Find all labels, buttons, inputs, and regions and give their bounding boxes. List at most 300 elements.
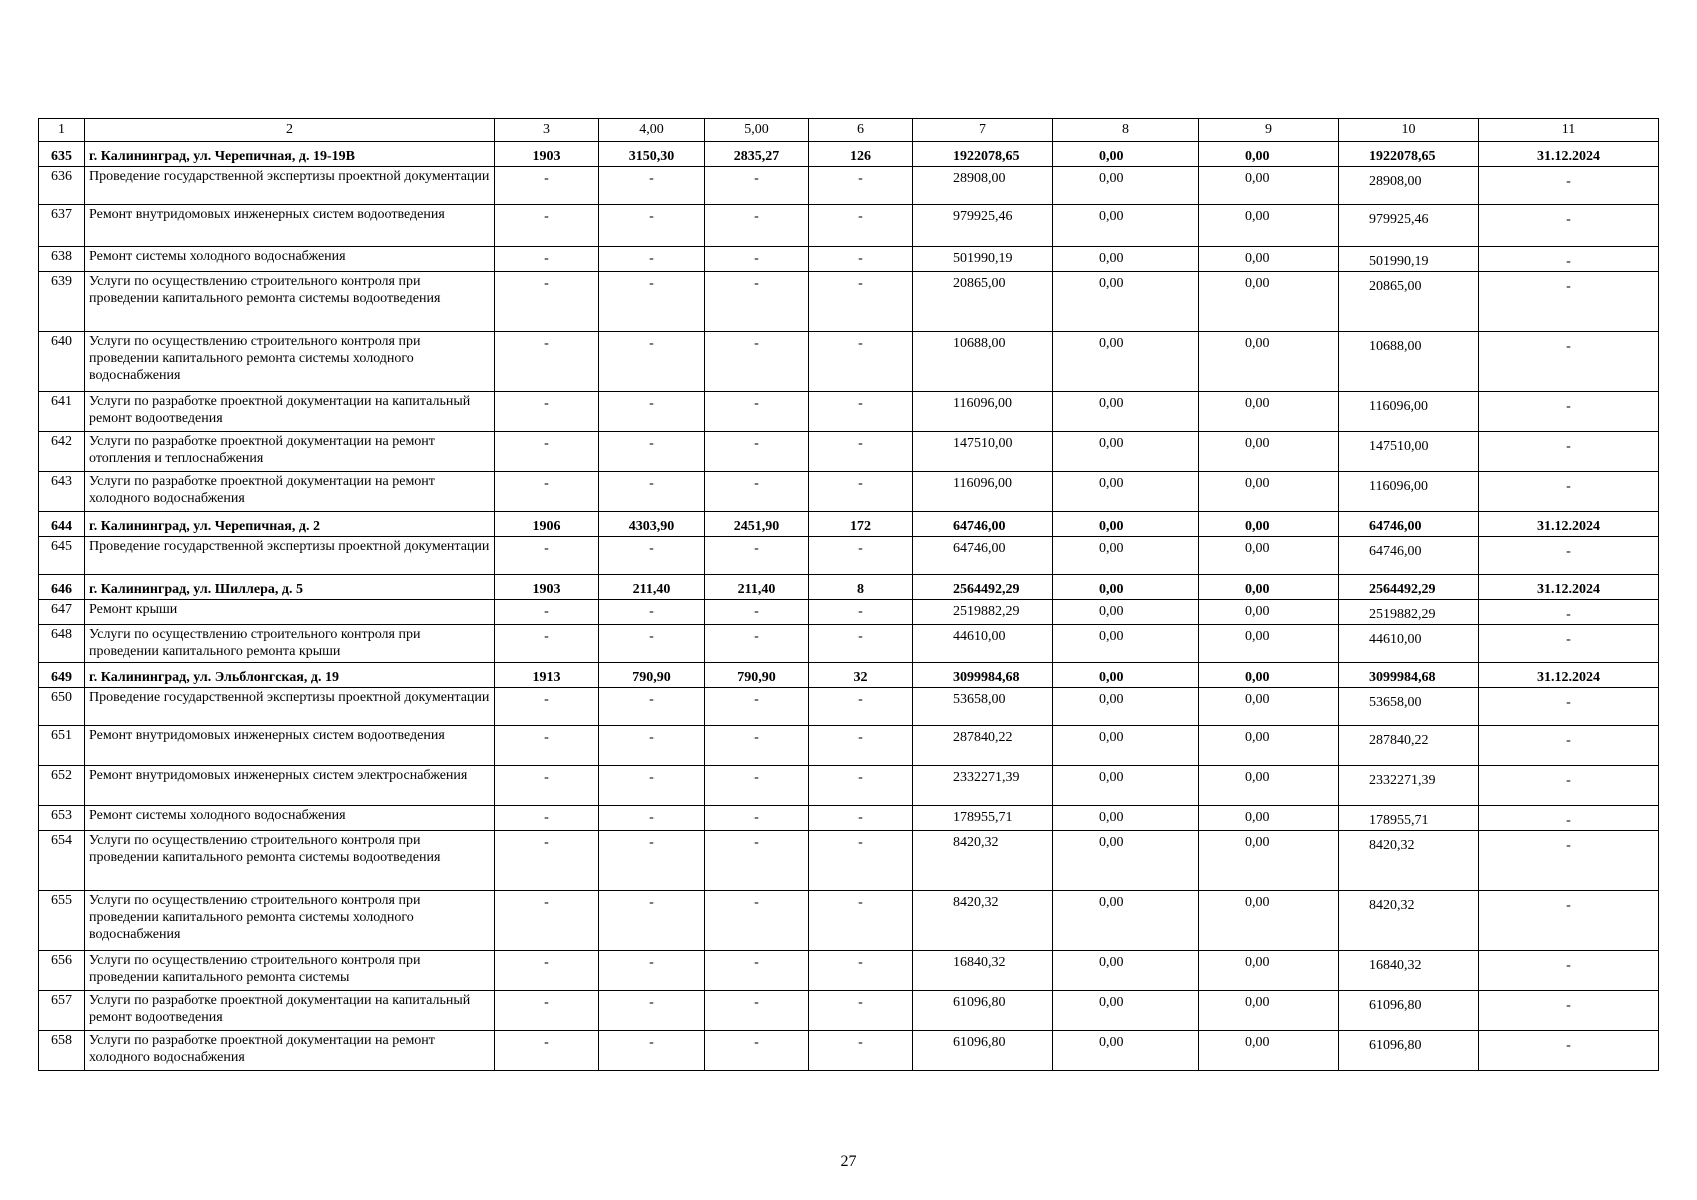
- area-total-cell: -: [599, 806, 705, 831]
- year-cell: -: [495, 392, 599, 432]
- fund-owners-cell: 147510,00: [1339, 432, 1479, 472]
- residents-cell: -: [809, 392, 913, 432]
- fund-regional-cell: 0,00: [1199, 167, 1339, 205]
- area-living-cell: -: [705, 472, 809, 512]
- deadline-cell: -: [1479, 726, 1659, 766]
- fund-owners-cell: 2519882,29: [1339, 600, 1479, 625]
- table-row: [39, 142, 1659, 167]
- fund-regional-cell: 0,00: [1199, 1031, 1339, 1071]
- deadline-cell: -: [1479, 688, 1659, 726]
- year-cell: -: [495, 205, 599, 247]
- description-cell: Проведение государственной экспертизы проектной документации: [85, 688, 495, 726]
- table-row: [39, 688, 1659, 726]
- area-total-cell: -: [599, 167, 705, 205]
- fund-federal-cell: 0,00: [1053, 512, 1199, 537]
- year-cell: -: [495, 167, 599, 205]
- area-living-cell: -: [705, 205, 809, 247]
- deadline-cell: -: [1479, 472, 1659, 512]
- fund-owners-cell: 116096,00: [1339, 392, 1479, 432]
- area-living-cell: 211,40: [705, 575, 809, 600]
- description-cell: Ремонт внутридомовых инженерных систем водоотведения: [85, 205, 495, 247]
- fund-federal-cell: 0,00: [1053, 831, 1199, 891]
- row-number-cell: 655: [39, 891, 85, 951]
- fund-owners-cell: 8420,32: [1339, 891, 1479, 951]
- area-total-cell: -: [599, 991, 705, 1031]
- area-total-cell: -: [599, 472, 705, 512]
- header-cell: 10: [1339, 119, 1479, 142]
- cost-total-cell: 1922078,65: [913, 142, 1053, 167]
- deadline-cell: -: [1479, 247, 1659, 272]
- area-living-cell: -: [705, 432, 809, 472]
- fund-federal-cell: 0,00: [1053, 991, 1199, 1031]
- fund-regional-cell: 0,00: [1199, 766, 1339, 806]
- fund-owners-cell: 178955,71: [1339, 806, 1479, 831]
- area-total-cell: -: [599, 688, 705, 726]
- fund-owners-cell: 44610,00: [1339, 625, 1479, 663]
- fund-regional-cell: 0,00: [1199, 512, 1339, 537]
- fund-federal-cell: 0,00: [1053, 766, 1199, 806]
- description-cell: Проведение государственной экспертизы проектной документации: [85, 537, 495, 575]
- fund-regional-cell: 0,00: [1199, 432, 1339, 472]
- fund-federal-cell: 0,00: [1053, 951, 1199, 991]
- residents-cell: -: [809, 891, 913, 951]
- description-cell: г. Калининград, ул. Черепичная, д. 2: [85, 512, 495, 537]
- fund-federal-cell: 0,00: [1053, 272, 1199, 332]
- header-cell: 7: [913, 119, 1053, 142]
- area-total-cell: -: [599, 726, 705, 766]
- fund-regional-cell: 0,00: [1199, 625, 1339, 663]
- deadline-cell: -: [1479, 167, 1659, 205]
- fund-regional-cell: 0,00: [1199, 806, 1339, 831]
- deadline-cell: -: [1479, 806, 1659, 831]
- fund-regional-cell: 0,00: [1199, 537, 1339, 575]
- year-cell: -: [495, 1031, 599, 1071]
- deadline-cell: -: [1479, 766, 1659, 806]
- description-cell: Услуги по осуществлению строительного контроля при проведении капитального ремонта системы водоотведения: [85, 831, 495, 891]
- fund-regional-cell: 0,00: [1199, 472, 1339, 512]
- description-cell: Услуги по осуществлению строительного контроля при проведении капитального ремонта системы водоотведения: [85, 272, 495, 332]
- row-number-cell: 647: [39, 600, 85, 625]
- fund-regional-cell: 0,00: [1199, 247, 1339, 272]
- fund-owners-cell: 287840,22: [1339, 726, 1479, 766]
- table-row: [39, 891, 1659, 951]
- deadline-cell: -: [1479, 831, 1659, 891]
- fund-regional-cell: 0,00: [1199, 831, 1339, 891]
- fund-federal-cell: 0,00: [1053, 472, 1199, 512]
- fund-federal-cell: 0,00: [1053, 432, 1199, 472]
- description-cell: г. Калининград, ул. Шиллера, д. 5: [85, 575, 495, 600]
- area-total-cell: 4303,90: [599, 512, 705, 537]
- year-cell: -: [495, 272, 599, 332]
- cost-total-cell: 2332271,39: [913, 766, 1053, 806]
- fund-owners-cell: 8420,32: [1339, 831, 1479, 891]
- deadline-cell: -: [1479, 600, 1659, 625]
- area-living-cell: -: [705, 167, 809, 205]
- year-cell: -: [495, 432, 599, 472]
- year-cell: -: [495, 951, 599, 991]
- row-number-cell: 648: [39, 625, 85, 663]
- table-row: [39, 1031, 1659, 1071]
- table-row: [39, 512, 1659, 537]
- table-row: [39, 991, 1659, 1031]
- cost-total-cell: 53658,00: [913, 688, 1053, 726]
- row-number-cell: 637: [39, 205, 85, 247]
- year-cell: -: [495, 625, 599, 663]
- row-number-cell: 654: [39, 831, 85, 891]
- fund-federal-cell: 0,00: [1053, 167, 1199, 205]
- description-cell: г. Калининград, ул. Эльблонгская, д. 19: [85, 663, 495, 688]
- year-cell: 1913: [495, 663, 599, 688]
- residents-cell: 8: [809, 575, 913, 600]
- fund-federal-cell: 0,00: [1053, 625, 1199, 663]
- area-total-cell: -: [599, 272, 705, 332]
- year-cell: -: [495, 726, 599, 766]
- deadline-cell: 31.12.2024: [1479, 663, 1659, 688]
- register-table-container: [38, 118, 1658, 1071]
- cost-total-cell: 64746,00: [913, 537, 1053, 575]
- area-living-cell: -: [705, 806, 809, 831]
- residents-cell: -: [809, 472, 913, 512]
- fund-regional-cell: 0,00: [1199, 891, 1339, 951]
- area-living-cell: -: [705, 392, 809, 432]
- residents-cell: -: [809, 537, 913, 575]
- cost-total-cell: 10688,00: [913, 332, 1053, 392]
- cost-total-cell: 178955,71: [913, 806, 1053, 831]
- header-cell: 2: [85, 119, 495, 142]
- area-living-cell: -: [705, 891, 809, 951]
- fund-regional-cell: 0,00: [1199, 332, 1339, 392]
- area-total-cell: -: [599, 1031, 705, 1071]
- cost-total-cell: 3099984,68: [913, 663, 1053, 688]
- fund-regional-cell: 0,00: [1199, 392, 1339, 432]
- cost-total-cell: 64746,00: [913, 512, 1053, 537]
- description-cell: г. Калининград, ул. Черепичная, д. 19-19В: [85, 142, 495, 167]
- deadline-cell: -: [1479, 625, 1659, 663]
- fund-regional-cell: 0,00: [1199, 663, 1339, 688]
- area-living-cell: -: [705, 991, 809, 1031]
- fund-owners-cell: 61096,80: [1339, 991, 1479, 1031]
- area-living-cell: 790,90: [705, 663, 809, 688]
- header-cell: 5,00: [705, 119, 809, 142]
- row-number-cell: 644: [39, 512, 85, 537]
- cost-total-cell: 16840,32: [913, 951, 1053, 991]
- table-row: [39, 663, 1659, 688]
- area-living-cell: -: [705, 951, 809, 991]
- residents-cell: -: [809, 625, 913, 663]
- table-row: [39, 951, 1659, 991]
- area-total-cell: -: [599, 332, 705, 392]
- year-cell: -: [495, 766, 599, 806]
- description-cell: Услуги по осуществлению строительного контроля при проведении капитального ремонта системы: [85, 951, 495, 991]
- residents-cell: -: [809, 205, 913, 247]
- fund-regional-cell: 0,00: [1199, 726, 1339, 766]
- cost-total-cell: 501990,19: [913, 247, 1053, 272]
- area-total-cell: -: [599, 625, 705, 663]
- table-header-row: [39, 119, 1659, 142]
- residents-cell: -: [809, 432, 913, 472]
- fund-owners-cell: 64746,00: [1339, 512, 1479, 537]
- area-total-cell: -: [599, 600, 705, 625]
- page-number: 27: [840, 1153, 857, 1170]
- area-living-cell: -: [705, 247, 809, 272]
- residents-cell: 126: [809, 142, 913, 167]
- fund-federal-cell: 0,00: [1053, 600, 1199, 625]
- row-number-cell: 646: [39, 575, 85, 600]
- row-number-cell: 645: [39, 537, 85, 575]
- deadline-cell: -: [1479, 891, 1659, 951]
- fund-owners-cell: 16840,32: [1339, 951, 1479, 991]
- fund-owners-cell: 2332271,39: [1339, 766, 1479, 806]
- year-cell: 1903: [495, 575, 599, 600]
- deadline-cell: 31.12.2024: [1479, 575, 1659, 600]
- year-cell: -: [495, 688, 599, 726]
- fund-regional-cell: 0,00: [1199, 991, 1339, 1031]
- fund-federal-cell: 0,00: [1053, 891, 1199, 951]
- year-cell: 1903: [495, 142, 599, 167]
- table-row: [39, 806, 1659, 831]
- area-living-cell: -: [705, 1031, 809, 1071]
- header-cell: 6: [809, 119, 913, 142]
- table-body: [39, 119, 1659, 1071]
- year-cell: 1906: [495, 512, 599, 537]
- description-cell: Услуги по осуществлению строительного контроля при проведении капитального ремонта системы холодного водоснабжения: [85, 891, 495, 951]
- fund-federal-cell: 0,00: [1053, 663, 1199, 688]
- fund-federal-cell: 0,00: [1053, 537, 1199, 575]
- row-number-cell: 651: [39, 726, 85, 766]
- cost-total-cell: 2564492,29: [913, 575, 1053, 600]
- fund-federal-cell: 0,00: [1053, 247, 1199, 272]
- deadline-cell: -: [1479, 205, 1659, 247]
- fund-regional-cell: 0,00: [1199, 600, 1339, 625]
- description-cell: Ремонт системы холодного водоснабжения: [85, 806, 495, 831]
- fund-federal-cell: 0,00: [1053, 688, 1199, 726]
- cost-total-cell: 61096,80: [913, 1031, 1053, 1071]
- header-cell: 9: [1199, 119, 1339, 142]
- table-row: [39, 600, 1659, 625]
- table-row: [39, 432, 1659, 472]
- fund-owners-cell: 10688,00: [1339, 332, 1479, 392]
- fund-owners-cell: 3099984,68: [1339, 663, 1479, 688]
- fund-federal-cell: 0,00: [1053, 205, 1199, 247]
- table-row: [39, 831, 1659, 891]
- fund-federal-cell: 0,00: [1053, 332, 1199, 392]
- fund-federal-cell: 0,00: [1053, 726, 1199, 766]
- row-number-cell: 638: [39, 247, 85, 272]
- deadline-cell: -: [1479, 951, 1659, 991]
- fund-federal-cell: 0,00: [1053, 575, 1199, 600]
- residents-cell: -: [809, 688, 913, 726]
- row-number-cell: 657: [39, 991, 85, 1031]
- table-row: [39, 766, 1659, 806]
- residents-cell: -: [809, 247, 913, 272]
- table-row: [39, 575, 1659, 600]
- header-cell: 11: [1479, 119, 1659, 142]
- fund-owners-cell: 53658,00: [1339, 688, 1479, 726]
- deadline-cell: -: [1479, 392, 1659, 432]
- row-number-cell: 639: [39, 272, 85, 332]
- area-total-cell: 211,40: [599, 575, 705, 600]
- deadline-cell: -: [1479, 272, 1659, 332]
- table-row: [39, 247, 1659, 272]
- fund-owners-cell: 116096,00: [1339, 472, 1479, 512]
- year-cell: -: [495, 537, 599, 575]
- cost-total-cell: 2519882,29: [913, 600, 1053, 625]
- description-cell: Ремонт системы холодного водоснабжения: [85, 247, 495, 272]
- header-cell: 4,00: [599, 119, 705, 142]
- area-total-cell: -: [599, 951, 705, 991]
- register-table: [38, 118, 1659, 1071]
- cost-total-cell: 61096,80: [913, 991, 1053, 1031]
- description-cell: Ремонт внутридомовых инженерных систем водоотведения: [85, 726, 495, 766]
- description-cell: Услуги по разработке проектной документации на капитальный ремонт водоотведения: [85, 392, 495, 432]
- year-cell: -: [495, 991, 599, 1031]
- description-cell: Ремонт крыши: [85, 600, 495, 625]
- residents-cell: -: [809, 766, 913, 806]
- year-cell: -: [495, 806, 599, 831]
- fund-owners-cell: 20865,00: [1339, 272, 1479, 332]
- description-cell: Услуги по разработке проектной документации на капитальный ремонт водоотведения: [85, 991, 495, 1031]
- header-cell: 8: [1053, 119, 1199, 142]
- area-total-cell: -: [599, 247, 705, 272]
- deadline-cell: -: [1479, 332, 1659, 392]
- fund-regional-cell: 0,00: [1199, 272, 1339, 332]
- area-total-cell: -: [599, 432, 705, 472]
- deadline-cell: 31.12.2024: [1479, 142, 1659, 167]
- fund-owners-cell: 501990,19: [1339, 247, 1479, 272]
- row-number-cell: 658: [39, 1031, 85, 1071]
- header-cell: 1: [39, 119, 85, 142]
- table-row: [39, 392, 1659, 432]
- area-total-cell: -: [599, 891, 705, 951]
- row-number-cell: 642: [39, 432, 85, 472]
- row-number-cell: 656: [39, 951, 85, 991]
- area-living-cell: -: [705, 272, 809, 332]
- residents-cell: -: [809, 1031, 913, 1071]
- year-cell: -: [495, 600, 599, 625]
- deadline-cell: -: [1479, 1031, 1659, 1071]
- deadline-cell: -: [1479, 991, 1659, 1031]
- row-number-cell: 650: [39, 688, 85, 726]
- fund-regional-cell: 0,00: [1199, 142, 1339, 167]
- cost-total-cell: 116096,00: [913, 472, 1053, 512]
- residents-cell: -: [809, 951, 913, 991]
- area-living-cell: -: [705, 600, 809, 625]
- cost-total-cell: 8420,32: [913, 891, 1053, 951]
- description-cell: Услуги по разработке проектной документации на ремонт холодного водоснабжения: [85, 472, 495, 512]
- description-cell: Проведение государственной экспертизы проектной документации: [85, 167, 495, 205]
- residents-cell: -: [809, 831, 913, 891]
- cost-total-cell: 8420,32: [913, 831, 1053, 891]
- fund-owners-cell: 2564492,29: [1339, 575, 1479, 600]
- deadline-cell: -: [1479, 537, 1659, 575]
- row-number-cell: 635: [39, 142, 85, 167]
- table-row: [39, 272, 1659, 332]
- residents-cell: -: [809, 991, 913, 1031]
- year-cell: -: [495, 472, 599, 512]
- cost-total-cell: 28908,00: [913, 167, 1053, 205]
- fund-owners-cell: 979925,46: [1339, 205, 1479, 247]
- fund-federal-cell: 0,00: [1053, 1031, 1199, 1071]
- deadline-cell: 31.12.2024: [1479, 512, 1659, 537]
- table-row: [39, 167, 1659, 205]
- fund-owners-cell: 64746,00: [1339, 537, 1479, 575]
- fund-federal-cell: 0,00: [1053, 142, 1199, 167]
- cost-total-cell: 147510,00: [913, 432, 1053, 472]
- table-row: [39, 625, 1659, 663]
- cost-total-cell: 116096,00: [913, 392, 1053, 432]
- area-total-cell: 3150,30: [599, 142, 705, 167]
- fund-regional-cell: 0,00: [1199, 205, 1339, 247]
- area-total-cell: -: [599, 831, 705, 891]
- fund-regional-cell: 0,00: [1199, 688, 1339, 726]
- year-cell: -: [495, 247, 599, 272]
- table-row: [39, 332, 1659, 392]
- fund-owners-cell: 28908,00: [1339, 167, 1479, 205]
- cost-total-cell: 20865,00: [913, 272, 1053, 332]
- area-living-cell: 2451,90: [705, 512, 809, 537]
- fund-owners-cell: 1922078,65: [1339, 142, 1479, 167]
- row-number-cell: 640: [39, 332, 85, 392]
- residents-cell: -: [809, 272, 913, 332]
- table-row: [39, 205, 1659, 247]
- fund-federal-cell: 0,00: [1053, 392, 1199, 432]
- table-row: [39, 472, 1659, 512]
- area-total-cell: -: [599, 766, 705, 806]
- area-living-cell: -: [705, 726, 809, 766]
- area-living-cell: -: [705, 831, 809, 891]
- row-number-cell: 649: [39, 663, 85, 688]
- year-cell: -: [495, 831, 599, 891]
- fund-federal-cell: 0,00: [1053, 806, 1199, 831]
- header-cell: 3: [495, 119, 599, 142]
- area-living-cell: -: [705, 625, 809, 663]
- area-total-cell: 790,90: [599, 663, 705, 688]
- area-total-cell: -: [599, 537, 705, 575]
- row-number-cell: 653: [39, 806, 85, 831]
- description-cell: Услуги по осуществлению строительного контроля при проведении капитального ремонта крыши: [85, 625, 495, 663]
- area-living-cell: -: [705, 766, 809, 806]
- description-cell: Услуги по осуществлению строительного контроля при проведении капитального ремонта системы холодного водоснабжения: [85, 332, 495, 392]
- fund-regional-cell: 0,00: [1199, 575, 1339, 600]
- residents-cell: 32: [809, 663, 913, 688]
- description-cell: Ремонт внутридомовых инженерных систем электроснабжения: [85, 766, 495, 806]
- residents-cell: -: [809, 600, 913, 625]
- residents-cell: 172: [809, 512, 913, 537]
- description-cell: Услуги по разработке проектной документации на ремонт холодного водоснабжения: [85, 1031, 495, 1071]
- year-cell: -: [495, 891, 599, 951]
- area-total-cell: -: [599, 392, 705, 432]
- cost-total-cell: 979925,46: [913, 205, 1053, 247]
- deadline-cell: -: [1479, 432, 1659, 472]
- table-row: [39, 726, 1659, 766]
- area-total-cell: -: [599, 205, 705, 247]
- residents-cell: -: [809, 332, 913, 392]
- row-number-cell: 641: [39, 392, 85, 432]
- cost-total-cell: 44610,00: [913, 625, 1053, 663]
- row-number-cell: 636: [39, 167, 85, 205]
- fund-owners-cell: 61096,80: [1339, 1031, 1479, 1071]
- area-living-cell: 2835,27: [705, 142, 809, 167]
- area-living-cell: -: [705, 332, 809, 392]
- fund-regional-cell: 0,00: [1199, 951, 1339, 991]
- cost-total-cell: 287840,22: [913, 726, 1053, 766]
- residents-cell: -: [809, 806, 913, 831]
- row-number-cell: 643: [39, 472, 85, 512]
- area-living-cell: -: [705, 537, 809, 575]
- year-cell: -: [495, 332, 599, 392]
- table-row: [39, 537, 1659, 575]
- description-cell: Услуги по разработке проектной документации на ремонт отопления и теплоснабжения: [85, 432, 495, 472]
